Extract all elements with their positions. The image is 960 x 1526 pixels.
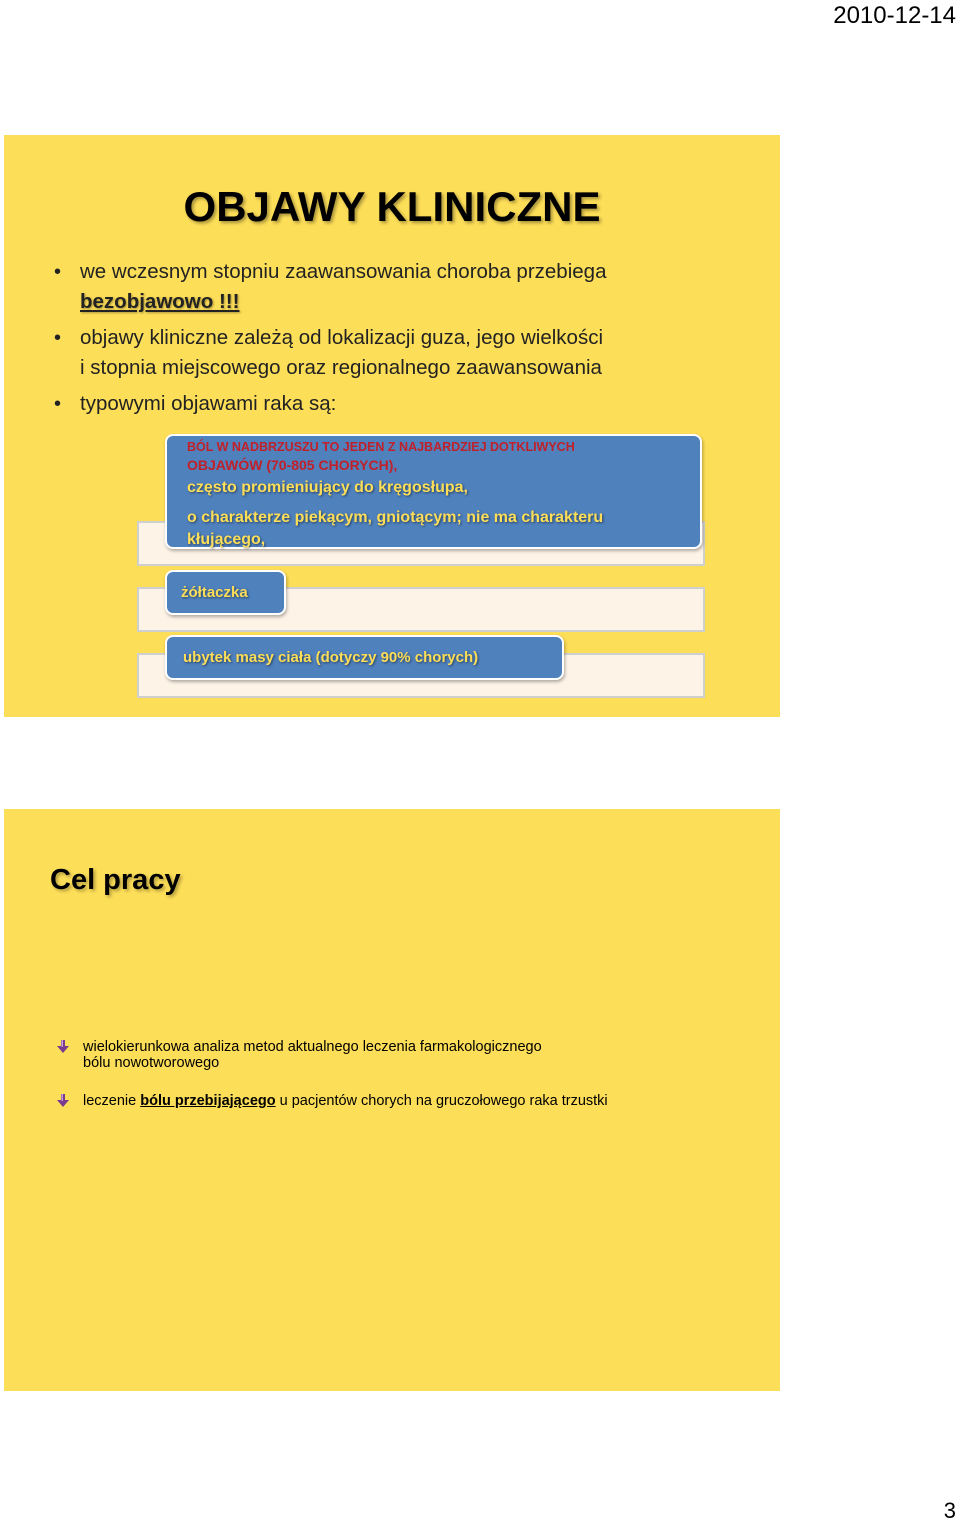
- item-text: bólu nowotworowego: [83, 1055, 220, 1071]
- page-date: 2010-12-14: [833, 2, 956, 29]
- box-text: [187, 507, 680, 551]
- slide-title: Cel pracy: [50, 864, 181, 896]
- box-text: często promieniujący do kręgosłupa,: [187, 479, 468, 496]
- item-text: u pacjentów chorych na gruczołowego raka trzustki: [275, 1093, 608, 1109]
- box-text: OBJAWÓW (70-805 CHORYCH),: [187, 457, 398, 473]
- arrow-down-icon: [56, 1040, 70, 1054]
- list-item: [54, 257, 694, 317]
- arrow-down-icon: [56, 1094, 70, 1108]
- symptom-box-weight-loss: ubytek masy ciała (dotyczy 90% chorych): [165, 635, 564, 680]
- page-number: 3: [943, 1498, 956, 1523]
- bullet-emphasis: bezobjawowo !!!: [80, 290, 240, 313]
- box-text-part: kłującego,: [187, 531, 266, 548]
- list-item: [54, 323, 694, 383]
- list-item: [54, 389, 694, 419]
- slide-objawy: [4, 135, 780, 717]
- slide-cel-pracy: [4, 809, 780, 1391]
- list-item: [56, 1093, 676, 1109]
- item-emphasis: bólu przebijającego: [140, 1093, 276, 1109]
- bullet-list: [54, 257, 694, 425]
- box-text-part: o charakterze piekącym, gniotącym; nie ma charakteru: [187, 509, 604, 526]
- item-text: leczenie: [83, 1093, 141, 1109]
- symptom-box-pain: [165, 434, 702, 549]
- symptom-box-jaundice: żółtaczka: [165, 570, 286, 615]
- bullet-text: objawy kliniczne zależą od lokalizacji guza, jego wielkości: [80, 326, 604, 349]
- bullet-text: we wczesnym stopniu zaawansowania choroba przebiega: [80, 260, 607, 283]
- item-text: wielokierunkowa analiza metod aktualnego leczenia farmakologicznego: [83, 1039, 542, 1055]
- slide-title: OBJAWY KLINICZNE: [183, 183, 601, 230]
- box-text: BÓL W NADBRZUSZU TO JEDEN Z NAJBARDZIEJ DOTKLIWYCH: [187, 440, 575, 454]
- goal-list: [56, 1039, 676, 1131]
- bullet-text: typowymi objawami raka są:: [80, 392, 337, 415]
- bullet-text: i stopnia miejscowego oraz regionalnego zaawansowania: [80, 356, 602, 379]
- list-item: [56, 1039, 676, 1071]
